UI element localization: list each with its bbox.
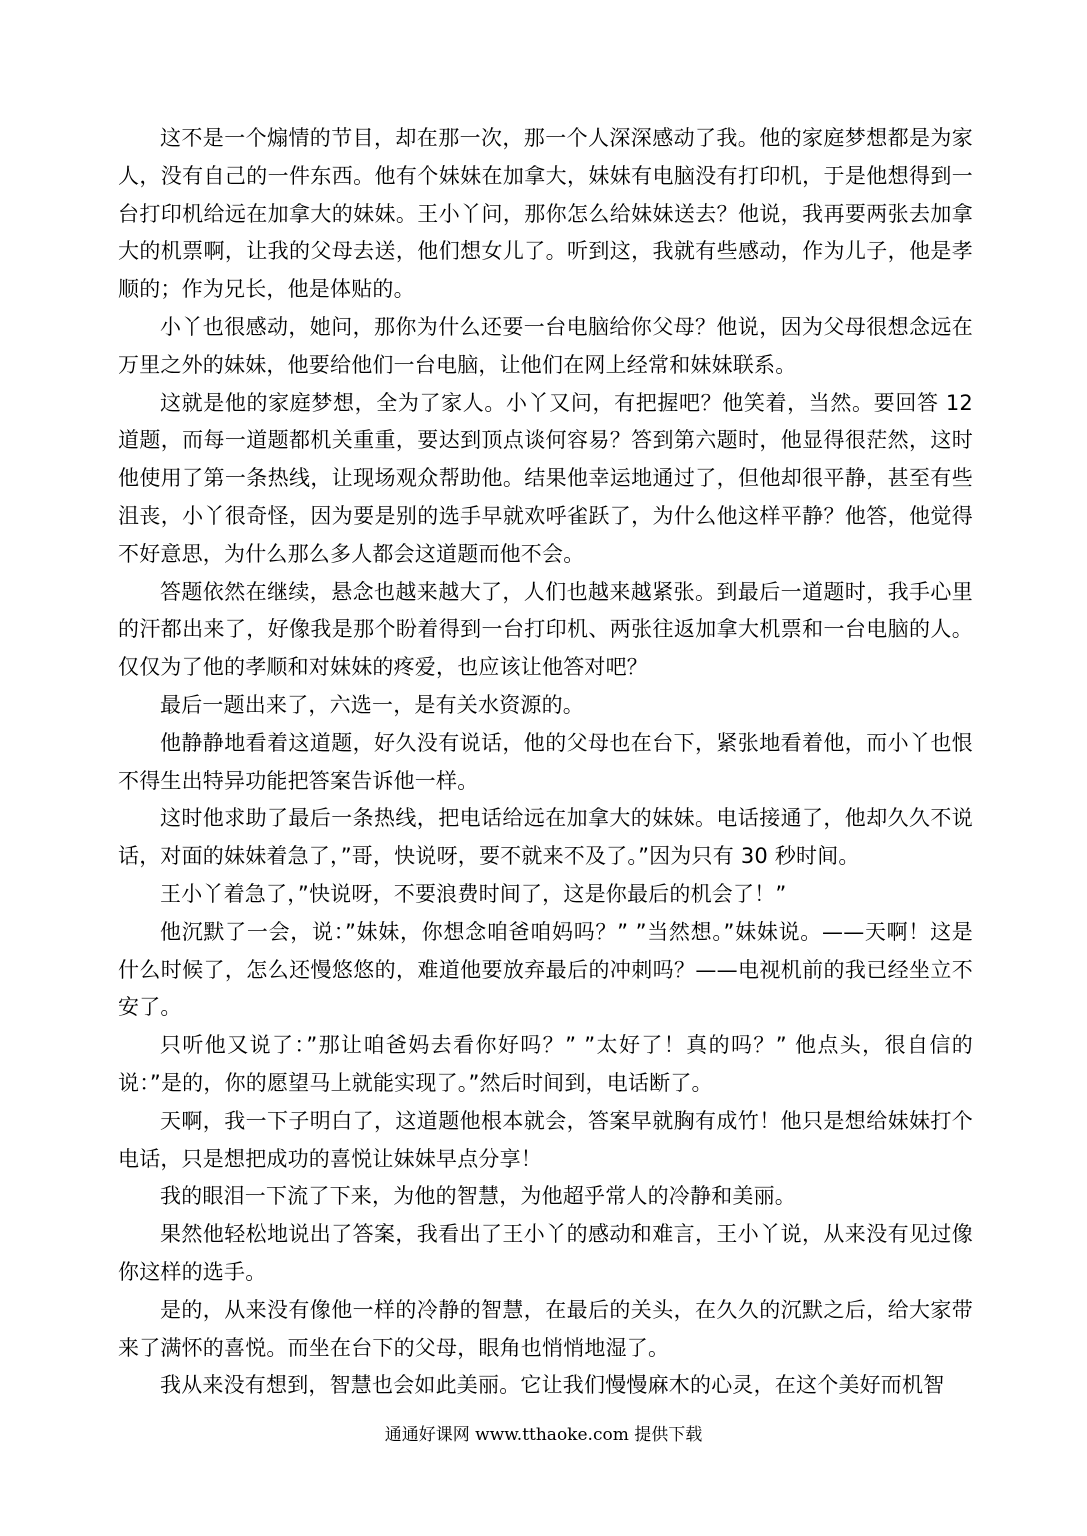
paragraph: 答题依然在继续，悬念也越来越大了，人们也越来越紧张。到最后一道题时，我手心里的汗都出来了，好像我是那个盼着得到一台打印机、两张往返加拿大机票和一台电脑的人。仅仅为了他的孝顺和对妹妹的疼爱，也应该让他答对吧？ (118, 579, 973, 680)
article-body (118, 120, 973, 1405)
paragraph: 这时他求助了最后一条热线，把电话给远在加拿大的妹妹。电话接通了，他却久久不说话，对面的妹妹着急了，”哥，快说呀，要不就来不及了。”因为只有 30 秒时间。 (118, 806, 973, 869)
paragraph: 最后一题出来了，六选一，是有关水资源的。 (160, 692, 584, 717)
paragraph: 这就是他的家庭梦想，全为了家人。小丫又问，有把握吧？他笑着，当然。要回答 12 道题，而每一道题都机关重重，要达到顶点谈何容易？答到第六题时，他显得很茫然，这时他使用了第一条热线，让现场观众帮助他。结果他幸运地通过了，但他却很平静，甚至有些沮丧，小丫很奇怪，因为要是别的选手早就欢呼雀跃了，为什么他这样平静？他答，他觉得不好意思，为什么那么多人都会这道题而他不会。 (118, 390, 973, 566)
paragraph: 天啊，我一下子明白了，这道题他根本就会，答案早就胸有成竹！他只是想给妹妹打个电话，只是想把成功的喜悦让妹妹早点分享！ (118, 1108, 973, 1171)
paragraph: 我的眼泪一下流了下来，为他的智慧，为他超乎常人的冷静和美丽。 (160, 1184, 796, 1209)
paragraph: 果然他轻松地说出了答案，我看出了王小丫的感动和难言，王小丫说，从来没有见过像你这样的选手。 (118, 1222, 973, 1284)
paragraph: 他静静地看着这道题，好久没有说话，他的父母也在台下，紧张地看着他，而小丫也恨不得生出特异功能把答案告诉他一样。 (118, 730, 973, 793)
paragraph: 只听他又说了：”那让咱爸妈去看你好吗？” ”太好了！真的吗？” 他点头，很自信的说：”是的，你的愿望马上就能实现了。”然后时间到，电话断了。 (118, 1033, 973, 1095)
page-footer: 通通好课网 www.tthaoke.com 提供下载 (384, 1425, 703, 1445)
paragraph: 是的，从来没有像他一样的冷静的智慧，在最后的关头，在久久的沉默之后，给大家带来了满怀的喜悦。而坐在台下的父母，眼角也悄悄地湿了。 (118, 1297, 973, 1360)
paragraph: 这不是一个煽情的节目，却在那一次，那一个人深深感动了我。他的家庭梦想都是为家人，没有自己的一件东西。他有个妹妹在加拿大，妹妹有电脑没有打印机，于是他想得到一台打印机给远在加拿大的妹妹。王小丫问，那你怎么给妹妹送去？他说，我再要两张去加拿大的机票啊，让我的父母去送，他们想女儿了。听到这，我就有些感动，作为儿子，他是孝顺的；作为兄长，他是体贴的。 (118, 126, 973, 302)
paragraph: 我从来没有想到，智慧也会如此美丽。它让我们慢慢麻木的心灵，在这个美好而机智 (160, 1373, 945, 1398)
paragraph: 小丫也很感动，她问，那你为什么还要一台电脑给你父母？他说，因为父母很想念远在万里之外的妹妹，他要给他们一台电脑，让他们在网上经常和妹妹联系。 (118, 314, 973, 377)
paragraph: 王小丫着急了，”快说呀，不要浪费时间了，这是你最后的机会了！” (160, 881, 787, 906)
paragraph: 他沉默了一会，说：”妹妹，你想念咱爸咱妈吗？” ”当然想。”妹妹说。——天啊！这是什么时候了，怎么还慢悠悠的，难道他要放弃最后的冲刺吗？——电视机前的我已经坐立不安了。 (118, 919, 973, 1020)
